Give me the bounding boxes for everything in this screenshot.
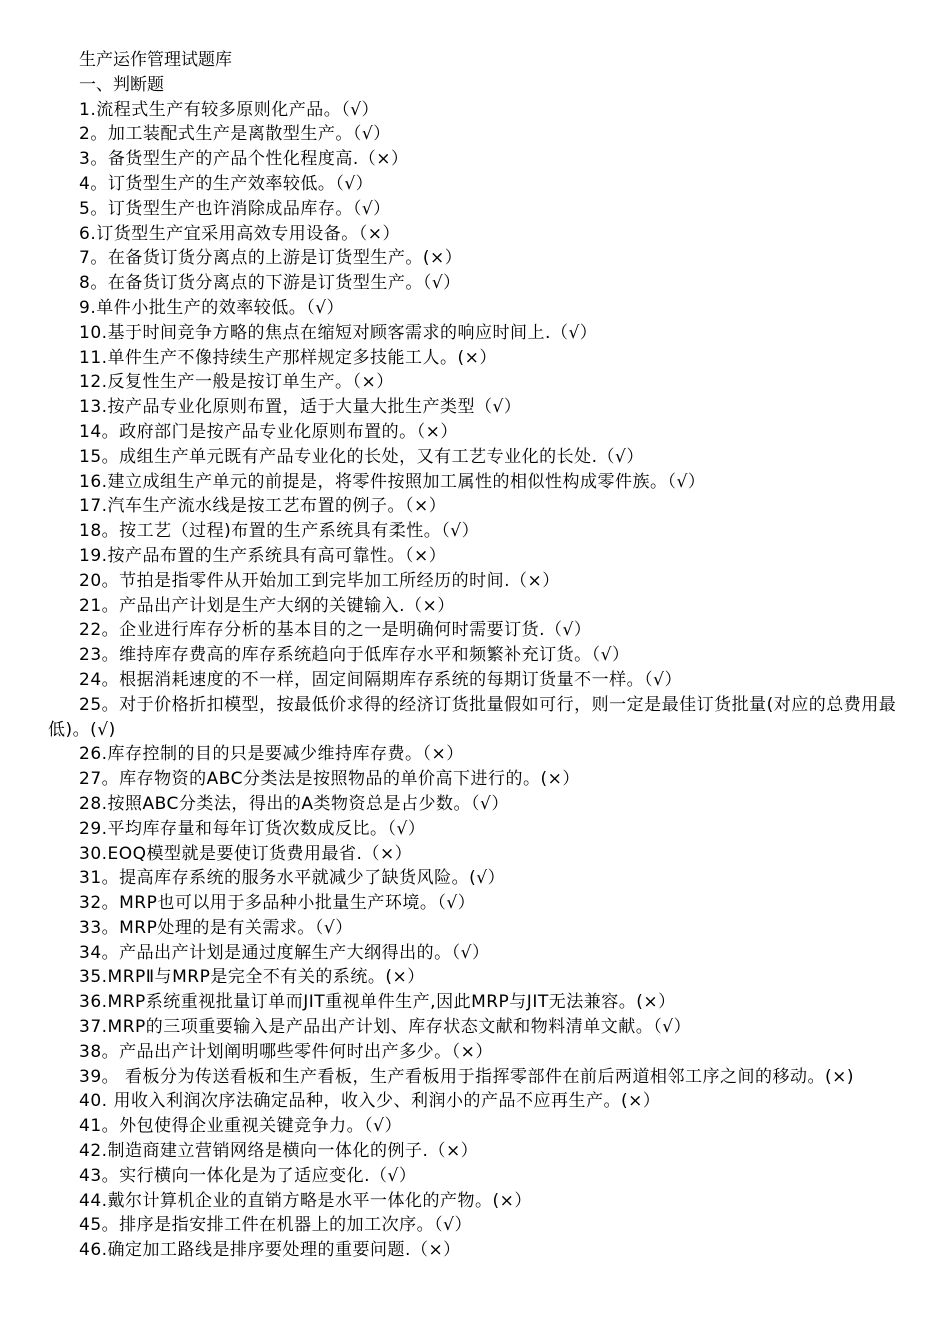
question-item: 34。产品出产计划是通过度解生产大纲得出的。（√）: [79, 942, 490, 963]
question-item: 1.流程式生产有较多原则化产品。（√）: [79, 99, 380, 120]
question-item: 17.汽车生产流水线是按工艺布置的例子。（×）: [79, 496, 447, 517]
document-title: 生产运作管理试题库: [79, 50, 232, 70]
question-item: 42.制造商建立营销网络是横向一体化的例子.（×）: [79, 1141, 479, 1162]
question-item: 7。在备货订货分离点的上游是订货型生产。(×）: [79, 248, 463, 269]
question-item: 22。企业进行库存分析的基本目的之一是明确何时需要订货.（√）: [79, 620, 592, 641]
question-item: 31。提高库存系统的服务水平就减少了缺货风险。(√）: [79, 868, 506, 889]
question-item: 46.确定加工路线是排序要处理的重要问题.（×）: [79, 1240, 461, 1261]
question-item: 30.EOQ模型就是要使订货费用最省.（×）: [79, 843, 413, 864]
question-item: 16.建立成组生产单元的前提是，将零件按照加工属性的相似性构成零件族。（√）: [79, 471, 706, 492]
question-item: 3。备货型生产的产品个性化程度高.（×）: [79, 149, 409, 170]
question-item: 39。 看板分为传送看板和生产看板，生产看板用于指挥零部件在前后两道相邻工序之间的移动。(×): [79, 1066, 855, 1087]
question-item: 45。排序是指安排工件在机器上的加工次序。（√）: [79, 1215, 472, 1236]
question-item: 37.MRP的三项重要输入是产品出产计划、库存状态文献和物料清单文献。（√）: [79, 1017, 692, 1038]
question-item: 10.基于时间竞争方略的焦点在缩短对顾客需求的响应时间上.（√）: [79, 322, 598, 343]
question-item: 14。政府部门是按产品专业化原则布置的。（×）: [79, 421, 458, 442]
document-content: [48, 48, 906, 1263]
question-item: 36.MRP系统重视批量订单而JIT重视单件生产,因此MRP与JIT无法兼容。(×）: [79, 992, 676, 1013]
question-item: 26.库存控制的目的只是要减少维持库存费。（×）: [79, 744, 464, 765]
question-item: 21。产品出产计划是生产大纲的关键输入.（×）: [79, 595, 455, 616]
question-item: 35.MRPⅡ与MRP是完全不有关的系统。(×）: [79, 967, 425, 988]
question-item: 11.单件生产不像持续生产那样规定多技能工人。(×）: [79, 347, 497, 368]
question-item: 5。订货型生产也许消除成品库存。（√）: [79, 198, 391, 219]
question-item: 20。节拍是指零件从开始加工到完毕加工所经历的时间.（×）: [79, 570, 560, 591]
question-item: 15。成组生产单元既有产品专业化的长处，又有工艺专业化的长处.（√）: [79, 446, 644, 467]
question-item: 23。维持库存费高的库存系统趋向于低库存水平和频繁补充订货。（√）: [79, 645, 630, 666]
question-item: 4。订货型生产的生产效率较低。（√）: [79, 173, 374, 194]
question-item: 24。根据消耗速度的不一样，固定间隔期库存系统的每期订货量不一样。（√）: [79, 669, 682, 690]
question-item: 6.订货型生产宜采用高效专用设备。（×）: [79, 223, 400, 244]
section-heading: 一、判断题: [79, 74, 164, 95]
question-item: 13.按产品专业化原则布置，适于大量大批生产类型（√）: [79, 397, 522, 418]
question-list: [48, 98, 906, 1263]
question-item: 38。产品出产计划阐明哪些零件何时出产多少。（×）: [79, 1041, 493, 1062]
question-item: 29.平均库存量和每年订货次数成反比。（√）: [79, 818, 426, 839]
question-item: 25。对于价格折扣模型，按最低价求得的经济订货批量假如可行，则一定是最佳订货批量(对应的总费用最低)。(√): [48, 694, 897, 740]
question-item: 33。MRP处理的是有关需求。（√）: [79, 917, 353, 938]
question-item: 28.按照ABC分类法，得出的A类物资总是占少数。（√）: [79, 793, 509, 814]
question-item: 8。在备货订货分离点的下游是订货型生产。（√）: [79, 273, 461, 294]
question-item: 12.反复性生产一般是按订单生产。（×）: [79, 372, 394, 393]
question-item: 41。外包使得企业重视关键竞争力。（√）: [79, 1116, 402, 1137]
question-item: 32。MRP也可以用于多品种小批量生产环境。（√）: [79, 893, 476, 914]
question-item: 19.按产品布置的生产系统具有高可靠性。（×）: [79, 545, 447, 566]
question-item: 44.戴尔计算机企业的直销方略是水平一体化的产物。(×）: [79, 1190, 532, 1211]
question-item: 40. 用收入利润次序法确定品种，收入少、利润小的产品不应再生产。(×）: [79, 1091, 661, 1112]
question-item: 18。按工艺（过程)布置的生产系统具有柔性。（√）: [79, 521, 480, 542]
question-item: 27。库存物资的ABC分类法是按照物品的单价高下进行的。(×）: [79, 769, 580, 790]
question-item: 2。加工装配式生产是离散型生产。（√）: [79, 124, 391, 145]
question-item: 9.单件小批生产的效率较低。（√）: [79, 297, 345, 318]
question-item: 43。实行横向一体化是为了适应变化.（√）: [79, 1165, 417, 1186]
